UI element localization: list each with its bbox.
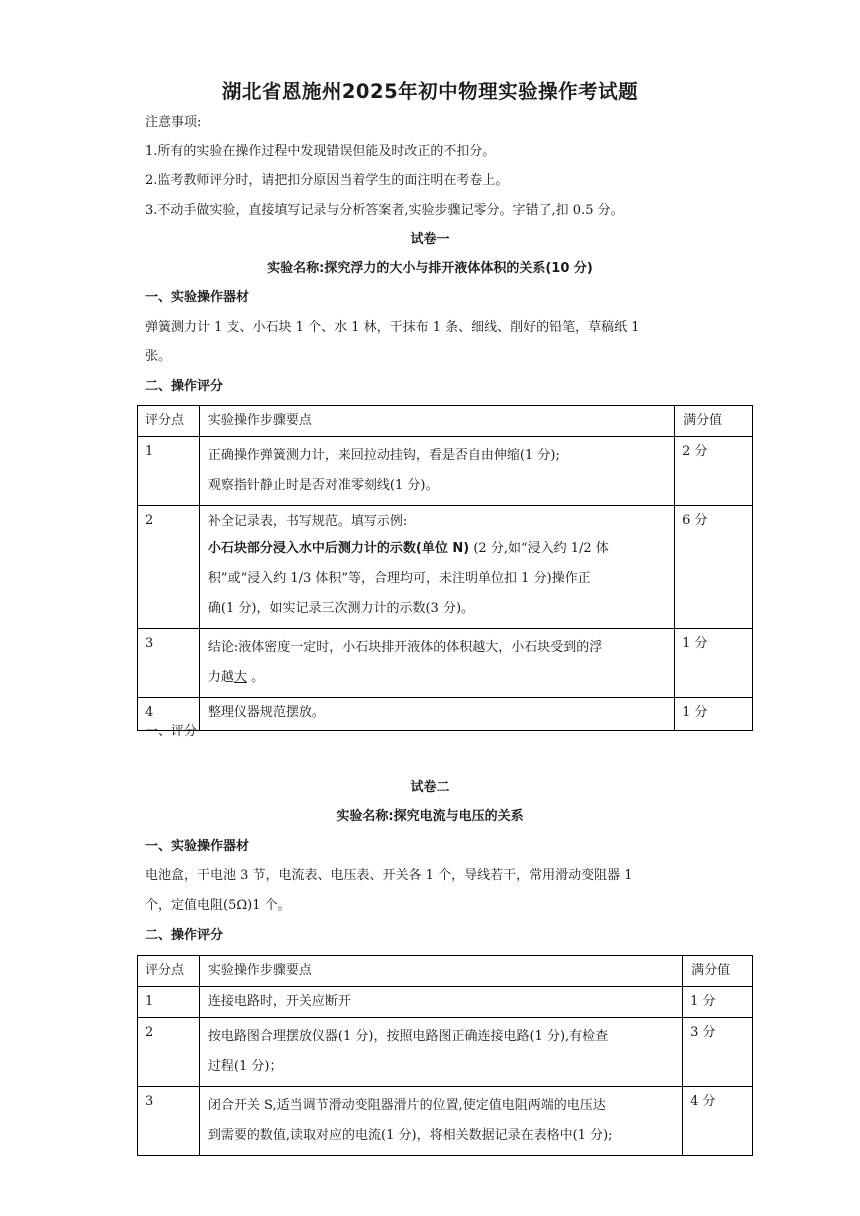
paper2-label: 试卷二 (410, 780, 450, 795)
step-text: 积”或“浸入约 1/3 体积”等，合理均可，未注明单位扣 1 分)操作正 (207, 571, 591, 586)
row-point: 3 (138, 629, 200, 698)
row-point: 4 (138, 698, 200, 731)
row-score: 3 分 (683, 1018, 753, 1087)
paper1-equipment-line2: 张。 (145, 349, 172, 364)
notice-item-2: 2.监考教师评分时，请把扣分原因当着学生的面注明在考卷上。 (145, 173, 509, 188)
step-text: 过程(1 分)； (207, 1059, 283, 1074)
row-score: 4 分 (683, 1087, 753, 1156)
step-text: 按电路图合理摆放仪器(1 分)，按照电路图正确连接电路(1 分),有检查 (207, 1029, 609, 1044)
row-point: 3 (138, 1087, 200, 1156)
header-score: 满分值 (675, 406, 753, 437)
page-title: 湖北省恩施州2025年初中物理实验操作考试题 (221, 80, 639, 103)
header-score: 满分值 (683, 956, 753, 987)
row-steps (199, 506, 674, 629)
table-row (138, 629, 753, 698)
row-score: 1 分 (683, 987, 753, 1018)
row-steps (199, 629, 674, 698)
row-point: 1 (138, 987, 200, 1018)
paper2-name: 实验名称:探究电流与电压的关系 (336, 809, 524, 824)
step-text: 确(1 分)，如实记录三次测力计的示数(3 分)。 (207, 601, 475, 616)
row-steps: 整理仪器规范摆放。 (199, 698, 674, 731)
step-text: (2 分,如“浸入约 1/2 体 (469, 541, 609, 556)
header-point: 评分点 (138, 956, 200, 987)
table-header-row (138, 956, 753, 987)
row-score: 2 分 (675, 437, 753, 506)
row-point: 2 (138, 506, 200, 629)
notice-heading: 注意事项: (145, 115, 202, 130)
record-example: 小石块部分浸入水中后测力计的示数(单位 N) (207, 541, 470, 556)
step-text: 。 (246, 670, 265, 685)
row-steps (199, 1087, 682, 1156)
paper1-label: 试卷一 (410, 232, 450, 247)
answer-blank: 大 (233, 670, 247, 685)
paper2-equipment-line1: 电池盒，干电池 3 节，电流表、电压表、开关各 1 个，导线若干，常用滑动变阻器 1 (145, 868, 633, 883)
paper2-score-table (137, 955, 753, 1156)
step-text-compound (208, 534, 666, 564)
table-header-row (138, 406, 753, 437)
row-point: 2 (138, 1018, 200, 1087)
notice-item-1: 1.所有的实验在操作过程中发现错误但能及时改正的不扣分。 (145, 144, 496, 159)
row-steps (199, 437, 674, 506)
paper1-name: 实验名称:探究浮力的大小与排开液体体积的关系(10 分) (267, 261, 593, 276)
paper1-equipment-heading: 一、实验操作器材 (145, 290, 250, 305)
paper1-equipment-line1: 弹簧测力计 1 支、小石块 1 个、水 1 林，干抹布 1 条、细线、削好的铅笔，草稿纸 1 (145, 320, 640, 335)
paper2-equipment-heading: 一、实验操作器材 (145, 839, 250, 854)
step-text: 闭合开关 S,适当调节滑动变阻器滑片的位置,使定值电阻两端的电压达 (207, 1098, 606, 1113)
table-row (138, 437, 753, 506)
step-text-compound (208, 663, 666, 693)
header-point: 评分点 (138, 406, 200, 437)
step-text: 正确操作弹簧测力计，来回拉动挂钩，看是否自由伸缩(1 分); (207, 448, 560, 463)
table-row (138, 698, 753, 731)
row-score: 6 分 (675, 506, 753, 629)
row-steps: 连接电路时，开关应断开 (199, 987, 682, 1018)
header-steps: 实验操作步骤要点 (199, 956, 682, 987)
row-score: 1 分 (675, 698, 753, 731)
row-point: 1 (138, 437, 200, 506)
step-text: 力越 (207, 670, 234, 685)
step-text: 补全记录表，书写规范。填写示例: (207, 514, 408, 529)
header-steps: 实验操作步骤要点 (199, 406, 674, 437)
row-score: 1 分 (675, 629, 753, 698)
step-text: 观察指针静止时是否对准零刻线(1 分)。 (207, 478, 439, 493)
step-text: 到需要的数值,读取对应的电流(1 分)，将相关数据记录在表格中(1 分); (207, 1128, 613, 1143)
table-row (138, 1087, 753, 1156)
paper1-score-table (137, 405, 753, 731)
paper2-equipment-line2: 个，定值电阻(5Ω)1 个。 (145, 898, 291, 913)
row-steps (199, 1018, 682, 1087)
notice-item-3: 3.不动手做实验，直接填写记录与分析答案者,实验步骤记零分。字错了,扣 0.5 分。 (145, 203, 624, 218)
paper2-scoring-heading: 二、操作评分 (145, 928, 224, 943)
paper1-after-text: 一、评分 (145, 724, 198, 739)
table-row (138, 506, 753, 629)
table-row (138, 1018, 753, 1087)
step-text: 结论:液体密度一定时，小石块排开液体的体积越大，小石块受到的浮 (207, 640, 603, 655)
paper1-scoring-heading: 二、操作评分 (145, 379, 224, 394)
table-row (138, 987, 753, 1018)
